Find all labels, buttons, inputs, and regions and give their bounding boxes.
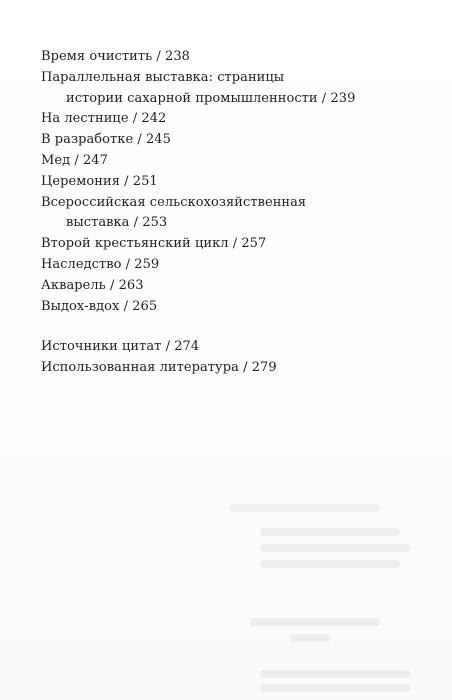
toc-entry-page: 279 <box>251 360 277 376</box>
toc-entry-title: Выдох-вдох <box>41 298 120 314</box>
toc-entry-title: Источники цитат <box>41 339 162 355</box>
toc-separator: / <box>70 152 83 168</box>
toc-separator: / <box>228 236 242 252</box>
toc-entry <box>41 47 441 68</box>
toc-entry-title-cont: истории сахарной промышленности <box>66 90 318 106</box>
toc-entry-title: Всероссийская сельскохозяйственная <box>41 194 307 210</box>
toc-entry <box>41 130 441 151</box>
toc-entry-page: 251 <box>132 173 158 189</box>
toc-separator: / <box>161 339 175 355</box>
toc-entry-page: 259 <box>134 256 160 272</box>
toc-entry-page: 238 <box>165 49 190 64</box>
toc-appendix-entry <box>41 337 441 358</box>
toc-separator: / <box>133 132 146 148</box>
toc-appendix-entry <box>41 358 441 379</box>
section-spacer <box>41 317 441 337</box>
toc-separator: / <box>128 111 142 127</box>
toc-entry-title: На лестнице <box>41 111 129 127</box>
toc-entry-title: Время очистить <box>41 49 153 64</box>
toc-entry-title: В разработке <box>41 132 134 148</box>
toc-entry <box>41 276 441 297</box>
reverse-page-show-through <box>0 490 452 700</box>
toc-entry-title: Наследство <box>41 256 122 272</box>
toc-entry-title: Мед <box>41 152 71 168</box>
toc-entry <box>41 172 441 193</box>
toc-entry-title: Использованная литература <box>41 360 239 376</box>
toc-entry-title-cont: выставка <box>66 215 130 231</box>
toc-entry-page: 253 <box>142 215 168 231</box>
toc-separator: / <box>119 298 133 314</box>
toc-entry-page: 257 <box>241 236 267 252</box>
toc-entry-page: 245 <box>145 132 171 148</box>
toc-entry <box>41 193 441 214</box>
toc-entry-page: 239 <box>330 90 356 106</box>
toc-entry <box>41 255 441 276</box>
toc-entry-page: 265 <box>132 298 158 314</box>
toc-entry-title: Второй крестьянский цикл <box>41 236 229 252</box>
toc-entry <box>41 151 441 172</box>
toc-entry-page: 274 <box>174 339 200 355</box>
toc-entry-continuation <box>41 213 441 234</box>
toc-separator: / <box>119 173 133 189</box>
table-of-contents <box>41 47 441 379</box>
toc-entry <box>41 297 441 318</box>
toc-separator: / <box>238 360 252 376</box>
toc-entry <box>41 109 441 130</box>
toc-entry <box>41 68 441 89</box>
toc-entry-continuation <box>41 89 441 110</box>
toc-entry-page: 247 <box>82 152 108 168</box>
toc-separator: / <box>152 49 166 64</box>
toc-entry <box>41 234 441 255</box>
toc-entry-page: 242 <box>141 111 167 127</box>
toc-separator: / <box>317 90 331 106</box>
toc-separator: / <box>129 215 143 231</box>
toc-entry-title: Параллельная выставка: страницы <box>41 69 285 85</box>
toc-separator: / <box>121 256 135 272</box>
toc-entry-title: Акварель <box>41 277 106 293</box>
toc-entry-page: 263 <box>118 277 144 293</box>
toc-entry-title: Церемония <box>41 173 120 189</box>
toc-separator: / <box>105 277 119 293</box>
